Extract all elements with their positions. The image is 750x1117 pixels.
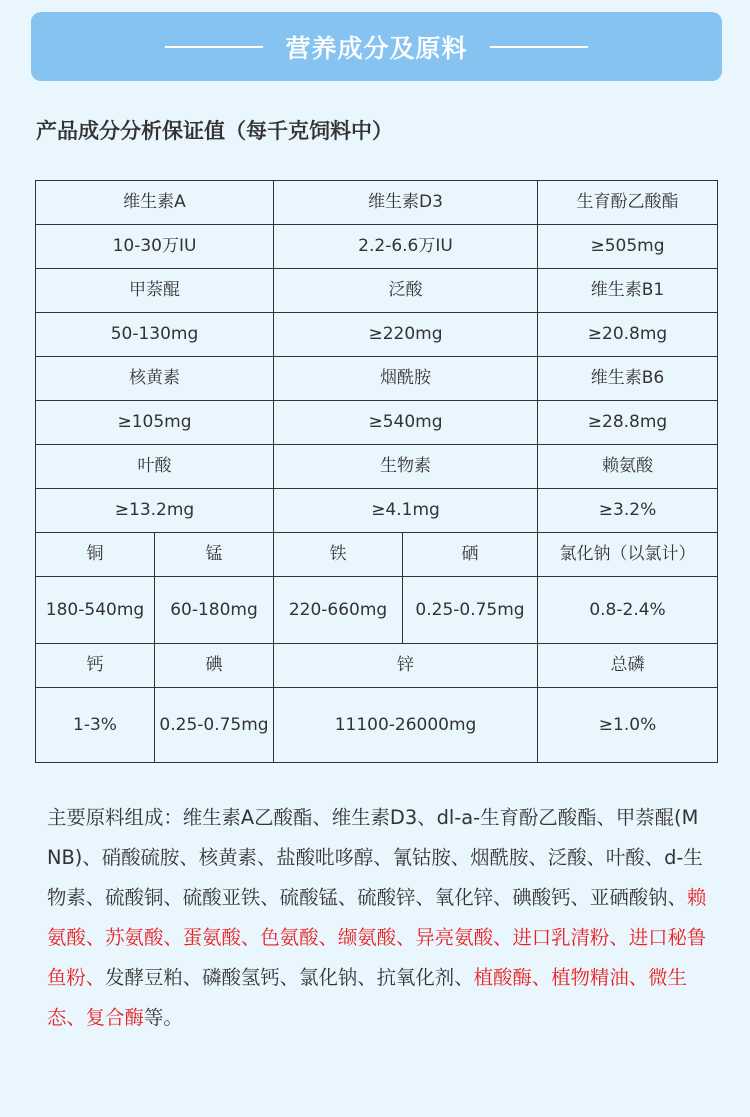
- banner-right-rule: [490, 46, 588, 48]
- table-cell: 60-180mg: [155, 577, 274, 644]
- table-cell: 180-540mg: [36, 577, 155, 644]
- table-cell: ≥3.2%: [538, 489, 718, 533]
- table-cell: 0.25-0.75mg: [155, 688, 274, 763]
- ingredients-text: 等。: [143, 1006, 183, 1029]
- table-row: [36, 688, 718, 763]
- table-cell: ≥13.2mg: [36, 489, 274, 533]
- table-cell: 核黄素: [36, 357, 274, 401]
- nutrition-table: [35, 180, 718, 763]
- table-cell: 钙: [36, 644, 155, 688]
- table-cell: 总磷: [538, 644, 718, 688]
- table-cell: ≥20.8mg: [538, 313, 718, 357]
- table-cell: 铜: [36, 533, 155, 577]
- table-cell: 铁: [274, 533, 403, 577]
- table-cell: 赖氨酸: [538, 445, 718, 489]
- table-cell: 生物素: [274, 445, 538, 489]
- table-cell: 0.8-2.4%: [538, 577, 718, 644]
- table-cell: 甲萘醌: [36, 269, 274, 313]
- table-cell: ≥28.8mg: [538, 401, 718, 445]
- table-row: [36, 181, 718, 225]
- table-cell: 泛酸: [274, 269, 538, 313]
- table-row: [36, 489, 718, 533]
- table-cell: 生育酚乙酸酯: [538, 181, 718, 225]
- table-cell: ≥505mg: [538, 225, 718, 269]
- table-row: [36, 533, 718, 577]
- table-row: [36, 313, 718, 357]
- table-cell: 维生素D3: [274, 181, 538, 225]
- table-cell: 锌: [274, 644, 538, 688]
- table-row: [36, 401, 718, 445]
- table-cell: 碘: [155, 644, 274, 688]
- table-cell: 维生素B6: [538, 357, 718, 401]
- banner-title: 营养成分及原料: [285, 33, 468, 63]
- table-row: [36, 357, 718, 401]
- table-cell: 2.2-6.6万IU: [274, 225, 538, 269]
- table-cell: 氯化钠（以氯计）: [538, 533, 718, 577]
- banner-left-rule: [165, 46, 263, 48]
- table-cell: 维生素A: [36, 181, 274, 225]
- table-cell: 锰: [155, 533, 274, 577]
- table-cell: 0.25-0.75mg: [403, 577, 538, 644]
- table-cell: 烟酰胺: [274, 357, 538, 401]
- table-row: [36, 445, 718, 489]
- table-cell: 1-3%: [36, 688, 155, 763]
- table-cell: 50-130mg: [36, 313, 274, 357]
- ingredients-highlight: 赖氨酸、苏氨酸、蛋氨酸、色氨酸、缬氨酸、异亮氨酸、进口乳清粉、进口秘鲁鱼粉、: [47, 886, 707, 989]
- ingredients-highlight: 植酸酶、植物精油、微生态、复合酶: [47, 966, 687, 1029]
- section-banner: [31, 12, 722, 81]
- table-cell: 叶酸: [36, 445, 274, 489]
- ingredients-paragraph: [47, 798, 712, 1038]
- table-row: [36, 269, 718, 313]
- ingredients-text: 主要原料组成：维生素A乙酸酯、维生素D3、dl-a-生育酚乙酸酯、甲萘醌(MNB)、硝酸硫胺、核黄素、盐酸吡哆醇、氰钴胺、烟酰胺、泛酸、叶酸、d-生物素、硫酸铜、硫酸亚铁、硫酸锰、硫酸锌、氧化锌、碘酸钙、亚硒酸钠、: [47, 806, 703, 909]
- table-row: [36, 644, 718, 688]
- table-cell: ≥4.1mg: [274, 489, 538, 533]
- table-cell: ≥105mg: [36, 401, 274, 445]
- table-cell: ≥540mg: [274, 401, 538, 445]
- ingredients-text: 发酵豆粕、磷酸氢钙、氯化钠、抗氧化剂、: [105, 966, 474, 989]
- table-cell: ≥1.0%: [538, 688, 718, 763]
- table-caption: 产品成分分析保证值（每千克饲料中）: [36, 119, 393, 143]
- table-cell: ≥220mg: [274, 313, 538, 357]
- table-cell: 10-30万IU: [36, 225, 274, 269]
- table-cell: 11100-26000mg: [274, 688, 538, 763]
- table-cell: 维生素B1: [538, 269, 718, 313]
- table-cell: 220-660mg: [274, 577, 403, 644]
- table-row: [36, 577, 718, 644]
- table-cell: 硒: [403, 533, 538, 577]
- table-row: [36, 225, 718, 269]
